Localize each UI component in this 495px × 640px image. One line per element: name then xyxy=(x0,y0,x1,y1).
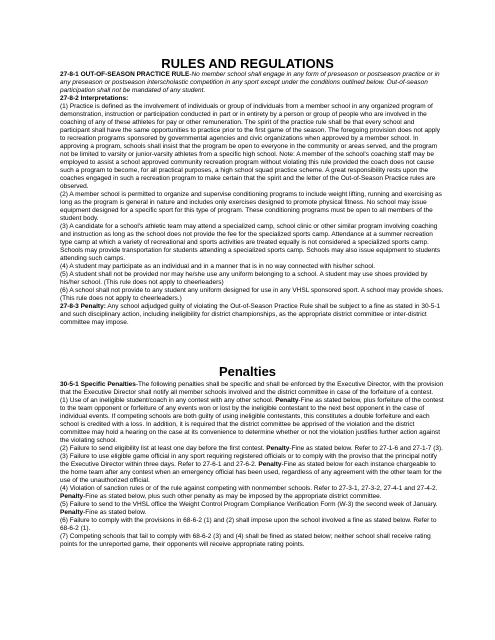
penalty-item: (7) Competing schools that fail to comply with 68-6-2 (3) and (4) shall be fined as stated below; neither school shall receive rating points for the unreported game, their opponents will receive appropriate rating points. xyxy=(60,533,431,548)
penalty-item: (4) Violation of sanction rules or of the rule against competing with nonmember schools. Refer to 27-3-1, 27-3-2, 27-4-1 and 27-4-2. Penalty-Fine as stated below, plus such other penalty as may be imposed by the appropriate district committee. xyxy=(60,485,438,500)
rules-section-body xyxy=(60,71,444,327)
penalty-item: (1) Use of an ineligible student/coach in any contest with any other school. Penalty-Fine as stated below, plus forfeiture of the contest to the team opponent or forfeiture of any events won or lost by the ineligible contestant to the next best opponent in the case of individual events. If competing schools are both guilty of using ineligible contestants, this constitutes a double forfeiture and each school is credited with a loss. In addition, it is required that the district committee be apprised of the violation and the district committee may hold a hearing on the case at its convenience to determine whether or not the violation justifies further action against the violating school. xyxy=(60,397,444,444)
penalty-label: Penalty xyxy=(60,493,84,500)
interpretation-item: (2) A member school is permitted to organize and supervise conditioning programs to include weight lifting, running and exercising as long as the program is general in nature and includes only exercises designed to promote physical fitness. No school may issue equipment designed for a specific sport for this type of program. These conditioning programs must be open to all members of the student body. xyxy=(60,191,442,222)
interpretation-item: (6) A school shall not provide to any student any uniform designed for use in any VHSL sponsored sport. A school may provide shoes. (This rule does not apply to cheerleaders.) xyxy=(60,287,444,302)
rule-number: 27-8-1 OUT-OF-SEASON PRACTICE RULE xyxy=(60,71,190,78)
specific-penalties-paragraph xyxy=(60,381,444,397)
penalty-number: 27-8-3 Penalty: xyxy=(60,303,106,310)
rule-text: -No member school shall engage in any form of preseason or postseason practice or in any preseason or postseason interscholastic competition in any sport except under the conditions outlined below. Out-of-season participation shall not be mandated of any student. xyxy=(60,71,440,94)
interpretation-item: (5) A student shall not be provided nor may he/she use any uniform belonging to a school. A student may use shoes provided by his/her school. (This rule does not apply to cheerleaders) xyxy=(60,271,428,286)
penalty-label: Penalty xyxy=(258,461,282,468)
interpretations-heading: 27-8-2 Interpretations: xyxy=(60,95,129,102)
penalty-label: Penalty xyxy=(60,509,84,516)
penalty-item: (3) Failure to use eligible game official in any sport requiring registered officials or to comply with the proviso that the principal notify the Executive Director within three days. Refer to 27-6-1 and 27-6-2. Penalty-Fine as stated below for each instance chargeable to the home team after any contest when an emergency official has been used, regardless of any agreement with the other team for the use of the unauthorized official. xyxy=(60,453,442,484)
interpretation-item: (1) Practice is defined as the involvement of individuals or group of individuals from a member school in any organized program of demonstration, instruction or participation conducted in part or in entirety by a person or group of people who are involved in the coaching of any of these athletes for pay or other remuneration. The spirit of the practice rule shall be that every school and participant shall have the same opportunities to practice prior to the first game of the season. The foregoing provision does not apply to recreation programs sponsored by governmental agencies and civic organizations when approved by a member school. In approving a program, schools shall insist that the program be open to everyone in the community or areas served, and the program not be limited to varsity or junior-varsity athletes from a specific high school. Note: A member of the school's coaching staff may be employed to assist a school approved community recreation program without violating this rule provided the coach does not cause such a program to become, for all practical purposes, a high school squad practice scheme. A great responsibility rests upon the coaches engaged in such a recreation program to make certain that the spirit and the letter of the Out-of-Season Practice rules are observed. xyxy=(60,103,440,190)
penalty-item: (5) Failure to send to the VHSL office the Weight Control Program Compliance Verification Form (W-3) the second week of January. Penalty-Fine as stated below. xyxy=(60,501,438,516)
penalty-item: (6) Failure to comply with the provisions in 68-6-2 (1) and (2) shall impose upon the school involved a fine as stated below. Refer to 68-6-2 (1). xyxy=(60,517,437,532)
penalty-paragraph xyxy=(60,303,444,327)
penalties-heading: Penalties xyxy=(218,364,277,379)
rules-and-regulations-heading: RULES AND REGULATIONS xyxy=(161,56,334,71)
specific-penalties-text: -The following penalties shall be specific and shall be enforced by the Executive Director, with the provision that the Executive Director shall notify all member schools involved and the district committee in case of the forfeiture of a contest. xyxy=(60,381,444,396)
out-of-season-rule-paragraph xyxy=(60,71,444,95)
penalty-label: Penalty xyxy=(275,397,299,404)
interpretation-item: (3) A candidate for a school's athletic team may attend a specialized camp, school clinic or other similar program involving coaching and instruction as long as the school does not provide the fee for the specialized sports camp. Attendance at a summer recreation type camp at which a variety of recreational and sports activities are treated equally is not considered a specialized sports camp. Schools may provide transportation for students attending a specialized sports camp. Schools may also issue equipment to students attending such camps. xyxy=(60,223,441,262)
penalty-label: Penalty xyxy=(266,445,290,452)
penalties-section-body xyxy=(60,381,444,549)
specific-penalties-number: 30-5-1 Specific Penalties xyxy=(60,381,136,388)
interpretation-item: (4) A student may participate as an individual and in a manner that is in no way connected with his/her school. xyxy=(60,263,376,270)
penalty-text: Any school adjudged guilty of violating the Out-of-Season Practice Rule shall be subject to a fine as stated in 30-5-1 and such disciplinary action, including ineligibility for district championships, as the appropriate district committee or inter-district committee may impose. xyxy=(60,303,441,326)
penalty-item: (2) Failure to send eligibility list at least one day before the first contest. Penalty-Fine as stated below. Refer to 27-1-6 and 27-1-7 (3). xyxy=(60,445,443,452)
